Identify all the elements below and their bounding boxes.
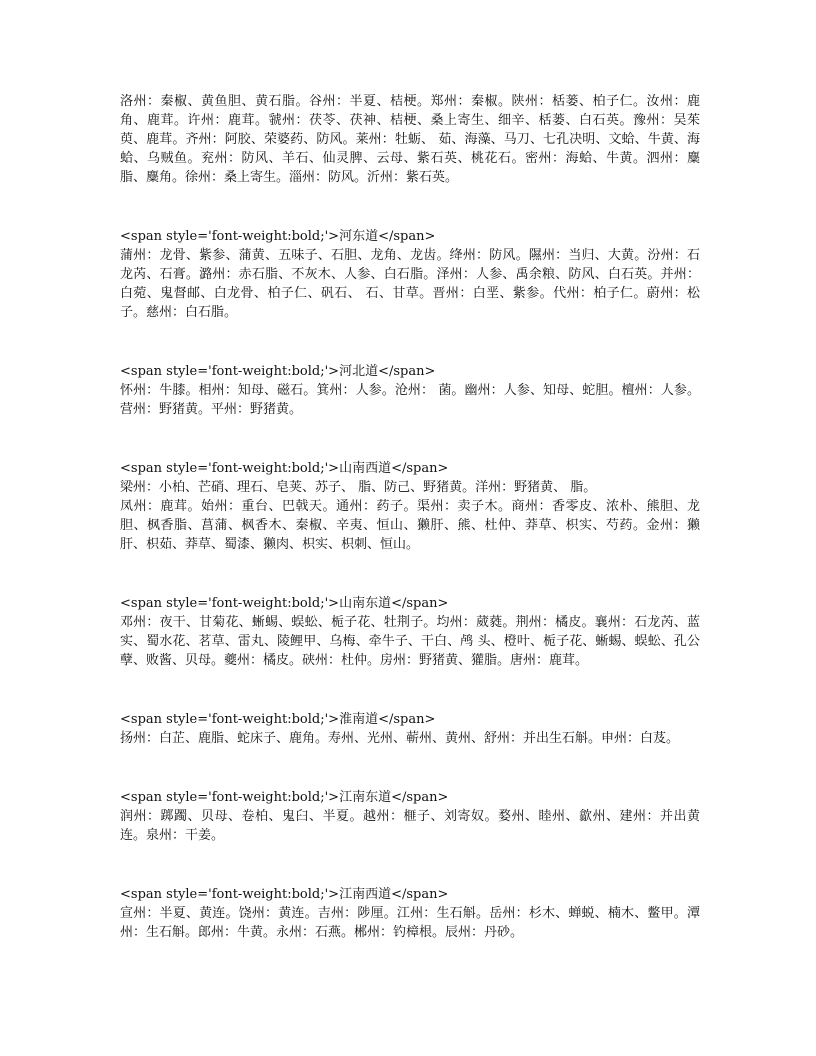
section-body: 梁州：小柏、芒硝、理石、皂荚、苏子、 脂、防己、野猪黄。洋州：野猪黄、 脂。 凤州：鹿茸。始州：重台、巴戟天。通州：药子。渠州：卖子木。商州：香零皮、浓朴、熊胆、龙胆、枫香脂、菖蒲、枫香木、秦椒、辛夷、恒山、獭肝、熊、杜仲、莽草、枳实、芍药。金州：獭肝、枳茹、莽草、蜀漆、獭肉、枳实、枳刺、恒山。 (120, 480, 700, 552)
section-heading: <span style='font-weight:bold;'>江南西道</span> (120, 887, 449, 902)
section-shannan-west (120, 459, 700, 554)
section-hedong (120, 227, 700, 322)
section-body: 宣州：半夏、黄连。饶州：黄连。吉州：陟厘。江州：生石斛。岳州：杉木、蝉蜕、楠木、鳖甲。潭州：生石斛。郎州：牛黄。永州：石燕。郴州：钓樟根。辰州：丹砂。 (120, 906, 700, 940)
section-huainan (120, 710, 700, 748)
intro-paragraph: 洛州：秦椒、黄鱼胆、黄石脂。谷州：半夏、桔梗。郑州：秦椒。陕州：栝蒌、柏子仁。汝州：鹿角、鹿茸。许州：鹿茸。虢州：茯苓、茯神、桔梗、桑上寄生、细辛、栝蒌、白石英。豫州：吴茱萸、鹿茸。齐州：阿胶、荣婆药、防风。莱州：牡蛎、 茹、海藻、马刀、七孔决明、文蛤、牛黄、海蛤、乌贼鱼。兖州：防风、羊石、仙灵脾、云母、紫石英、桃花石。密州：海蛤、牛黄。泗州：麋脂、麋角。徐州：桑上寄生。淄州：防风。沂州：紫石英。 (120, 94, 700, 185)
section-heading: <span style='font-weight:bold;'>淮南道</span> (120, 712, 436, 727)
section-jiangnan-west (120, 885, 700, 942)
section-hebei (120, 362, 700, 419)
section-body: 扬州：白芷、鹿脂、蛇床子、鹿角。寿州、光州、蕲州、黄州、舒州：并出生石斛。申州：白芨。 (120, 731, 680, 746)
document-page (120, 92, 700, 942)
section-heading: <span style='font-weight:bold;'>山南东道</span> (120, 596, 449, 611)
section-heading: <span style='font-weight:bold;'>江南东道</span> (120, 790, 449, 805)
section-body: 邓州：夜干、甘菊花、蜥蜴、蜈蚣、栀子花、牡荆子。均州：葳蕤。荆州：橘皮。襄州：石龙芮、蓝实、蜀水花、茗草、雷丸、陵鲤甲、乌梅、牵牛子、干白、鸬 头、橙叶、栀子花、蜥蜴、蜈蚣、孔公孽、败酱、贝母。夔州：橘皮。硖州：杜仲。房州：野猪黄、獾脂。唐州：鹿茸。 (120, 615, 700, 668)
section-jiangnan-east (120, 788, 700, 845)
section-heading: <span style='font-weight:bold;'>山南西道</span> (120, 461, 449, 476)
section-body: 怀州：牛膝。相州：知母、磁石。箕州：人参。沧州： 菌。幽州：人参、知母、蛇胆。檀州：人参。营州：野猪黄。平州：野猪黄。 (120, 383, 700, 417)
section-shannan-east (120, 594, 700, 670)
section-heading: <span style='font-weight:bold;'>河东道</span> (120, 229, 436, 244)
section-heading: <span style='font-weight:bold;'>河北道</span> (120, 364, 436, 379)
section-body: 润州：踯躅、贝母、卷柏、鬼臼、半夏。越州：榧子、刘寄奴。婺州、睦州、歙州、建州：并出黄连。泉州：干姜。 (120, 809, 700, 843)
section-body: 蒲州：龙骨、紫参、蒲黄、五味子、石胆、龙角、龙齿。绛州：防风。隰州：当归、大黄。汾州：石龙芮、石膏。潞州：赤石脂、不灰木、人参、白石脂。泽州：人参、禹余粮、防风、白石英。并州：白菀、鬼督邮、白龙骨、柏子仁、矾石、 石、甘草。晋州：白垩、紫参。代州：柏子仁。蔚州：松子。慈州：白石脂。 (120, 248, 700, 320)
